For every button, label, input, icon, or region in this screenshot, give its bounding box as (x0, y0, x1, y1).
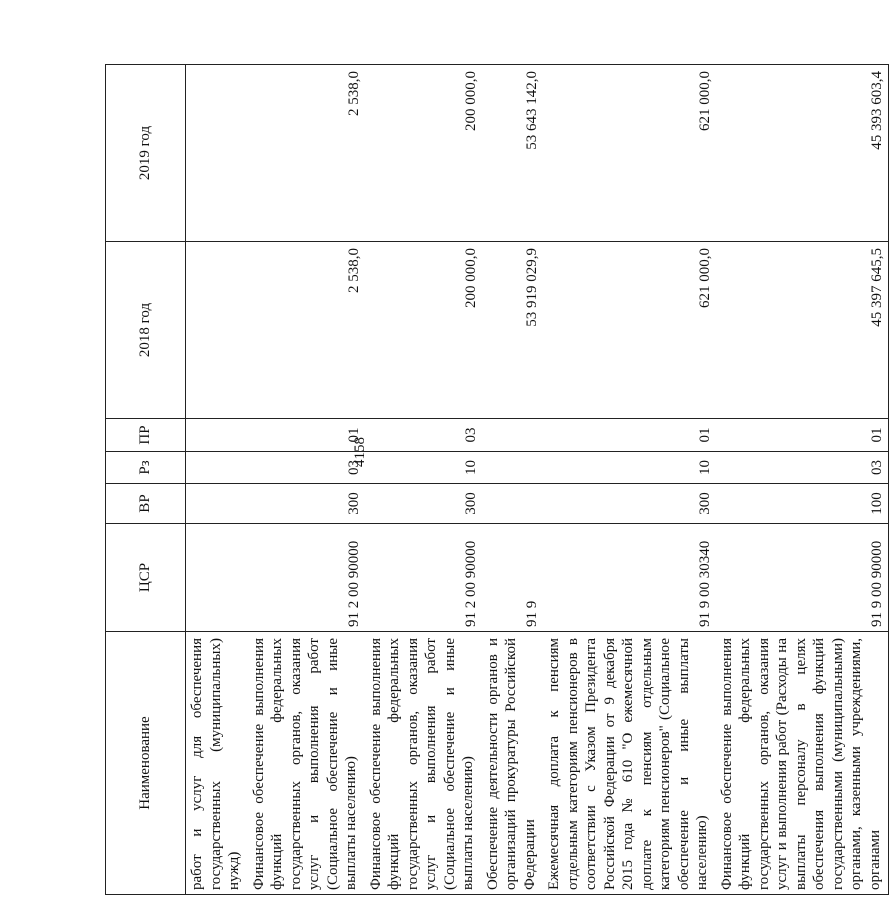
page-number: 4158 (352, 437, 368, 467)
row-vr: 300 (365, 484, 482, 524)
header-name: Наименование (106, 632, 186, 895)
row-csr: 91 9 (482, 524, 544, 632)
row-csr: 91 2 00 90000 (365, 524, 482, 632)
row-2019 (186, 65, 248, 242)
table-row (186, 65, 248, 895)
row-name: Финансовое обеспечение выполнения функций федеральных государственных органов, оказания услуг и выполнения работ (Расходы на выплаты персоналу в целях обеспечения выполнения функций государственными (муниципальными) органами, казенными учреждениями, органами (716, 632, 889, 895)
row-pr: 01 (716, 419, 889, 452)
row-name: Ежемесячная доплата к пенсиям отдельным категориям пенсионеров в соответствии с Указом Президента Российской Федерации от 9 декабря 2015 года № 610 "О ежемесячной доплате к пенсиям отдельным категориям пенсионеров" (Социальное обеспечение и иные выплаты населению) (543, 632, 716, 895)
row-csr: 91 9 00 30340 (543, 524, 716, 632)
header-vr: ВР (106, 484, 186, 524)
header-2018: 2018 год (106, 242, 186, 419)
budget-table (105, 64, 889, 895)
row-2019: 53 643 142,0 (482, 65, 544, 242)
row-csr: 91 2 00 90000 (248, 524, 365, 632)
row-2018: 53 919 029,9 (482, 242, 544, 419)
row-vr: 300 (543, 484, 716, 524)
row-pr: 03 (365, 419, 482, 452)
header-2019: 2019 год (106, 65, 186, 242)
row-2018: 200 000,0 (365, 242, 482, 419)
row-pr (186, 419, 248, 452)
header-csr: ЦСР (106, 524, 186, 632)
table-row (716, 65, 889, 895)
row-csr: 91 9 00 90000 (716, 524, 889, 632)
table-row (543, 65, 716, 895)
row-name: работ и услуг для обеспечения государственных (муниципальных) нужд) (186, 632, 248, 895)
budget-table-container (105, 65, 885, 895)
row-2019: 200 000,0 (365, 65, 482, 242)
row-csr (186, 524, 248, 632)
header-pr: ПР (106, 419, 186, 452)
header-row (106, 65, 186, 895)
row-2019: 621 000,0 (543, 65, 716, 242)
row-name: Обеспечение деятельности органов и организаций прокуратуры Российской Федерации (482, 632, 544, 895)
row-rz: 03 (248, 452, 365, 484)
row-pr (482, 419, 544, 452)
row-name: Финансовое обеспечение выполнения функций федеральных государственных органов, оказания услуг и выполнения работ (Социальное обеспечение и иные выплаты населению) (365, 632, 482, 895)
header-rz: Рз (106, 452, 186, 484)
row-vr: 300 (248, 484, 365, 524)
row-rz (482, 452, 544, 484)
row-rz (186, 452, 248, 484)
row-2018: 45 397 645,5 (716, 242, 889, 419)
row-2019: 2 538,0 (248, 65, 365, 242)
row-vr (186, 484, 248, 524)
row-vr (482, 484, 544, 524)
table-row (482, 65, 544, 895)
row-2018 (186, 242, 248, 419)
row-pr: 01 (248, 419, 365, 452)
row-rz: 03 (716, 452, 889, 484)
row-vr: 100 (716, 484, 889, 524)
table-row (365, 65, 482, 895)
row-pr: 01 (543, 419, 716, 452)
row-rz: 10 (365, 452, 482, 484)
row-2019: 45 393 603,4 (716, 65, 889, 242)
table-row (248, 65, 365, 895)
row-rz: 10 (543, 452, 716, 484)
row-2018: 2 538,0 (248, 242, 365, 419)
row-name: Финансовое обеспечение выполнения функций федеральных государственных органов, оказания услуг и выполнения работ (Социальное обеспечение и иные выплаты населению) (248, 632, 365, 895)
row-2018: 621 000,0 (543, 242, 716, 419)
